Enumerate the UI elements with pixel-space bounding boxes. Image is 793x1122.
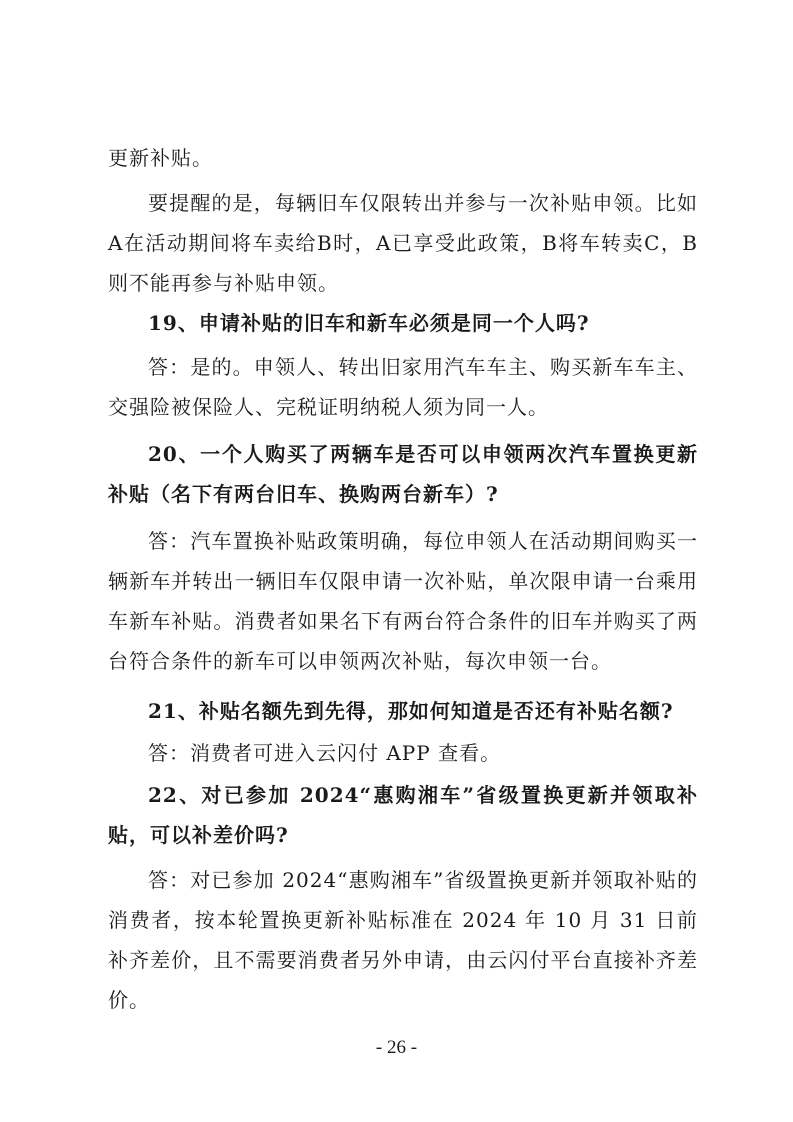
answer-21: 答：消费者可进入云闪付 APP 查看。 — [148, 741, 502, 765]
question-21: 21、补贴名额先到先得，那如何知道是否还有补贴名额? — [148, 699, 674, 723]
answer-22: 答：对已参加 2024“惠购湘车”省级置换更新并领取补贴的消费者，按本轮置换更新补贴标准在 2024 年 10 月 31 日前补齐差价，且不需要消费者另外申请，由云闪付平台直接补齐差价。 — [108, 868, 698, 1012]
answer-19: 答：是的。申领人、转出旧家用汽车车主、购买新车车主、交强险被保险人、完税证明纳税人须为同一人。 — [108, 355, 698, 419]
answer-20: 答：汽车置换补贴政策明确，每位申领人在活动期间购买一辆新车并转出一辆旧车仅限申请一次补贴，单次限申请一台乘用车新车补贴。消费者如果名下有两台符合条件的旧车并购买了两台符合条件的新车可以申领两次补贴，每次申领一台。 — [108, 529, 698, 673]
question-19: 19、申请补贴的旧车和新车必须是同一个人吗? — [148, 311, 590, 335]
question-22: 22、对已参加 2024“惠购湘车”省级置换更新并领取补贴，可以补差价吗? — [108, 783, 698, 847]
paragraph-continuation: 更新补贴。 — [108, 146, 213, 170]
paragraph-reminder: 要提醒的是，每辆旧车仅限转出并参与一次补贴申领。比如A在活动期间将车卖给B时，A已享受此政策，B将车转卖C，B则不能再参与补贴申领。 — [108, 191, 698, 295]
question-20: 20、一个人购买了两辆车是否可以申领两次汽车置换更新补贴（名下有两台旧车、换购两台新车）? — [108, 442, 698, 506]
page-number: - 26 - — [375, 1037, 418, 1058]
